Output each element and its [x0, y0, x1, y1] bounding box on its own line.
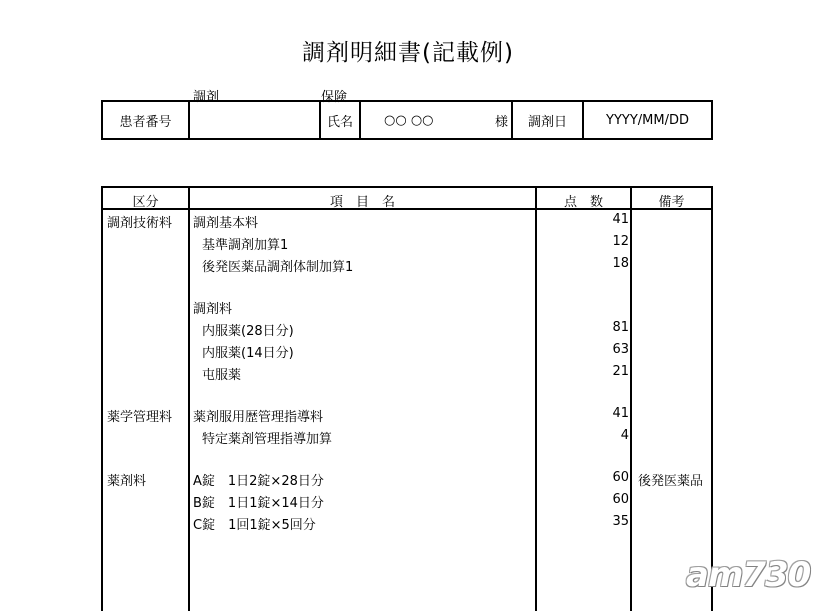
row-item-name: 内服薬(14日分) — [202, 346, 294, 361]
dispensing-date-label: 調剤日 — [513, 102, 584, 138]
row-item-name: 屯服薬 — [202, 368, 242, 383]
patient-info-table — [101, 100, 713, 140]
patient-number-field[interactable] — [190, 102, 321, 138]
patient-name-label: 氏名 — [321, 102, 361, 138]
page-title: 調剤明細書(記載例) — [302, 40, 514, 66]
row-item-name: A錠 1日2錠×28日分 — [193, 474, 324, 489]
row-note: 後発医薬品 — [638, 474, 704, 489]
table-row — [103, 318, 711, 339]
row-item-name: 基準調剤加算1 — [202, 238, 289, 253]
table-row — [103, 254, 711, 275]
row-points: 63 — [612, 342, 629, 357]
row-category: 調剤技術料 — [107, 216, 173, 231]
honorific: 様 — [494, 114, 508, 130]
row-item-name: 特定薬剤管理指導加算 — [202, 432, 333, 447]
header-notes: 備考 — [658, 195, 685, 210]
insurance-label: 保険 — [321, 90, 348, 105]
row-points: 12 — [612, 234, 629, 249]
row-points: 18 — [612, 256, 629, 271]
row-points: 81 — [612, 320, 629, 335]
watermark-logo: am730 — [686, 555, 811, 595]
patient-name-value: ○○ ○○ — [384, 112, 434, 128]
row-item-name: 調剤料 — [193, 302, 233, 317]
row-points: 41 — [612, 212, 629, 227]
statement-table — [101, 186, 713, 611]
table-row — [103, 210, 711, 231]
row-item-name: 調剤基本料 — [193, 216, 259, 231]
row-points: 4 — [620, 428, 629, 443]
row-category: 薬剤料 — [107, 474, 147, 489]
row-category: 薬学管理料 — [107, 410, 173, 425]
row-item-name: C錠 1回1錠×5回分 — [193, 518, 316, 533]
table-row — [103, 404, 711, 425]
row-item-name: 後発医薬品調剤体制加算1 — [202, 260, 354, 275]
row-item-name: B錠 1日1錠×14日分 — [193, 496, 324, 511]
table-row — [103, 426, 711, 447]
patient-name-field[interactable] — [361, 102, 513, 138]
row-points: 35 — [612, 514, 629, 529]
row-points: 21 — [612, 364, 629, 379]
table-row — [103, 362, 711, 383]
table-row — [103, 296, 711, 317]
table-row — [103, 512, 711, 533]
row-points: 41 — [612, 406, 629, 421]
table-row — [103, 468, 711, 489]
header-item: 項 目 名 — [329, 195, 395, 210]
dispensing-label: 調剤 — [193, 90, 220, 105]
row-points: 60 — [612, 470, 629, 485]
table-row — [103, 490, 711, 511]
table-row — [103, 340, 711, 361]
table-header — [103, 188, 711, 210]
patient-number-label: 患者番号 — [103, 102, 190, 138]
header-category: 区分 — [132, 195, 159, 210]
row-points: 60 — [612, 492, 629, 507]
dispensing-date-field[interactable]: YYYY/MM/DD — [606, 112, 689, 128]
header-points: 点 数 — [563, 195, 603, 210]
table-row — [103, 232, 711, 253]
row-item-name: 内服薬(28日分) — [202, 324, 294, 339]
row-item-name: 薬剤服用歴管理指導料 — [193, 410, 324, 425]
